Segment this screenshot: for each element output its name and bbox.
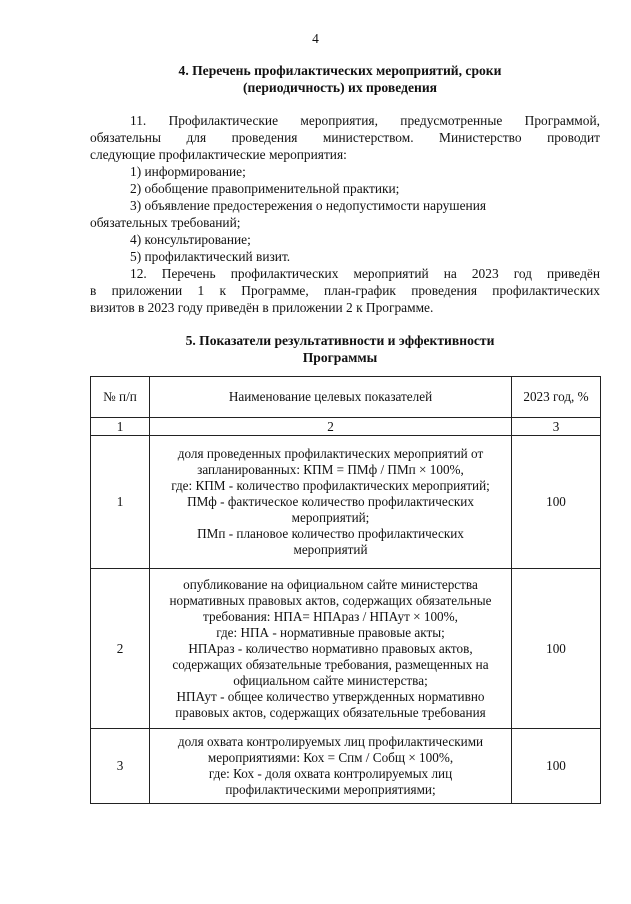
cell-text-line: доля проведенных профилактических мероприятий от xyxy=(177,446,484,461)
heading-line: Программы xyxy=(302,350,378,365)
measures-list-end xyxy=(130,231,600,265)
cell-text-line: нормативных правовых актов, содержащих обязательные xyxy=(169,592,492,608)
cell-text-line: где: Кох - доля охвата контролируемых лиц xyxy=(208,766,453,781)
cell-text-line: содержащих обязательные требования, размещенных на xyxy=(172,656,489,672)
indicator-name-cell xyxy=(150,729,512,804)
column-number-cell: 3 xyxy=(512,418,601,436)
cell-text-line: ПМп - плановое количество профилактических xyxy=(197,526,464,541)
indicator-name-cell xyxy=(150,569,512,729)
list-item: 3) объявление предостережения о недопустимости нарушения xyxy=(130,198,487,213)
list-item: обязательных требований; xyxy=(90,215,241,230)
row-number-cell: 1 xyxy=(91,436,150,569)
cell-text-line: ПМф - фактическое количество профилактических xyxy=(187,494,474,509)
text-line: визитов в 2023 году приведён в приложении 2 к Программе. xyxy=(90,300,434,315)
cell-text-line: правовых актов, содержащих обязательные требования xyxy=(175,704,486,720)
cell-text-line: запланированных: КПМ = ПМф / ПМп × 100%, xyxy=(197,462,464,477)
cell-text-line: мероприятиями: Кох = Спм / Собщ × 100%, xyxy=(207,750,454,765)
list-item: 4) консультирование; xyxy=(130,232,251,247)
table-row xyxy=(91,436,601,569)
text-line: обязательны для проведения министерством. Министерство проводит xyxy=(90,130,600,145)
cell-text-line: мероприятий; xyxy=(291,510,370,525)
heading-line: (периодичность) их проведения xyxy=(242,80,438,95)
paragraph-12 xyxy=(90,265,600,316)
list-item: 2) обобщение правоприменительной практики; xyxy=(130,181,400,196)
heading-line: 5. Показатели результативности и эффективности xyxy=(185,333,495,348)
text-line: следующие профилактические мероприятия: xyxy=(90,147,347,162)
paragraph-11 xyxy=(90,112,600,163)
value-cell: 100 xyxy=(512,436,601,569)
cell-text-line: НПАут - общее количество утвержденных нормативно xyxy=(176,688,485,704)
cell-text-line: требования: НПА= НПАраз / НПАут × 100%, xyxy=(203,608,458,624)
cell-text-line: официальном сайте министерства; xyxy=(233,672,428,688)
cell-text-line: НПАраз - количество нормативно правовых актов, xyxy=(188,640,473,656)
measures-list xyxy=(130,163,600,214)
page-number: 4 xyxy=(312,31,319,46)
row-number-cell: 3 xyxy=(91,729,150,804)
header-cell: № п/п xyxy=(91,377,150,418)
column-number-cell: 2 xyxy=(150,418,512,436)
heading-line: 4. Перечень профилактических мероприятий, сроки xyxy=(178,63,502,78)
table-row xyxy=(91,729,601,804)
cell-text-line: доля охвата контролируемых лиц профилактическими xyxy=(177,734,484,749)
table-row xyxy=(91,569,601,729)
text-line: 12. Перечень профилактических мероприятий на 2023 год приведён xyxy=(130,266,600,281)
cell-text-line: опубликование на официальном сайте министерства xyxy=(183,576,478,592)
table-header-row xyxy=(91,377,601,418)
list-item: 1) информирование; xyxy=(130,164,246,179)
row-number-cell: 2 xyxy=(91,569,150,729)
column-number-cell: 1 xyxy=(91,418,150,436)
cell-text-line: где: НПА - нормативные правовые акты; xyxy=(216,624,445,640)
section-5-heading xyxy=(150,332,530,366)
value-cell: 100 xyxy=(512,569,601,729)
section-4-heading xyxy=(150,62,530,96)
header-cell: 2023 год, % xyxy=(512,377,601,418)
measures-list-continued xyxy=(90,214,600,231)
text-line: 11. Профилактические мероприятия, предусмотренные Программой, xyxy=(130,113,600,128)
indicators-table xyxy=(90,376,601,804)
indicator-name-cell xyxy=(150,436,512,569)
header-cell: Наименование целевых показателей xyxy=(150,377,512,418)
cell-text-line: где: КПМ - количество профилактических мероприятий; xyxy=(171,478,490,493)
cell-text-line: профилактическими мероприятиями; xyxy=(225,782,436,797)
text-line: в приложении 1 к Программе, план-график проведения профилактических xyxy=(90,283,600,298)
column-number-row xyxy=(91,418,601,436)
value-cell: 100 xyxy=(512,729,601,804)
list-item: 5) профилактический визит. xyxy=(130,249,291,264)
cell-text-line: мероприятий xyxy=(293,542,368,557)
